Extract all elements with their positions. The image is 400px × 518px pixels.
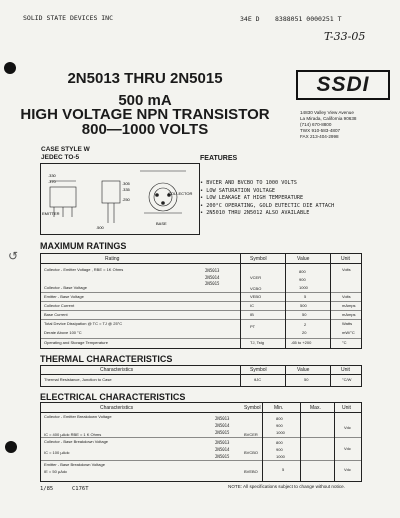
thermal-value: 50 xyxy=(304,377,309,382)
rating-value: -65 to +200 xyxy=(291,340,312,345)
electrical-condition: IC = 100 μAdc xyxy=(44,450,70,455)
thermal-symbol: θJC xyxy=(254,377,262,382)
company-name: SOLID STATE DEVICES INC xyxy=(23,14,114,22)
part-list: 2N5013 2N5014 2N5015 xyxy=(205,268,220,286)
company-address: 14830 Valley View Avenue La Mirada, California 90638 (714) 670-8800 TWX 910-583-4807 FAX 213-404-2998 xyxy=(300,110,357,139)
col-header-value: Value xyxy=(297,367,310,373)
col-header-max: Max. xyxy=(310,405,321,411)
feature-item: • BVCER AND BVCBO TO 1000 VOLTS xyxy=(200,180,297,186)
col-header-characteristics: Characteristics xyxy=(100,405,134,411)
rating-unit: Volts xyxy=(342,294,351,299)
rating-unit: Volts xyxy=(342,267,351,272)
table-rule xyxy=(300,402,301,482)
col-header-symbol: Symbol xyxy=(250,256,267,262)
rating-value: 50 xyxy=(302,312,307,317)
feature-item: • 2N5010 THRU 2N5012 ALSO AVAILABLE xyxy=(200,210,310,217)
table-rule xyxy=(40,292,362,293)
col-header-value: Value xyxy=(297,256,310,262)
col-header-unit: Unit xyxy=(342,405,351,411)
electrical-heading: ELECTRICAL CHARACTERISTICS xyxy=(40,392,186,402)
col-header-unit: Unit xyxy=(341,367,350,373)
rating-name: Collector Current xyxy=(44,303,75,308)
thermal-heading: THERMAL CHARACTERISTICS xyxy=(40,354,173,364)
pin-label-collector: COLLECTOR xyxy=(168,191,193,196)
rating-name: Total Device Dissipation @ TC = TJ @ 25°C xyxy=(44,321,123,326)
rating-unit: Watts xyxy=(342,321,353,326)
company-logo: SSDI xyxy=(296,70,390,100)
electrical-condition: IE = 50 μAdc xyxy=(44,469,68,474)
footer-note: NOTE: All specifications subject to change without notice. xyxy=(228,484,345,489)
pin-label-base: BASE xyxy=(156,221,167,226)
table-rule xyxy=(40,437,362,438)
features-heading: FEATURES xyxy=(200,155,238,162)
doc-number: 8388051 0000251 T xyxy=(275,15,342,23)
part-range-title: 2N5013 THRU 2N5015 xyxy=(67,70,223,87)
margin-mark: ↺ xyxy=(8,249,19,263)
voltage-title: 800—1000 VOLTS xyxy=(81,121,209,138)
max-ratings-heading: MAXIMUM RATINGS xyxy=(40,241,127,251)
table-rule xyxy=(285,365,286,387)
table-rule xyxy=(40,460,362,461)
electrical-name: Collector - Emitter Breakdown Voltage xyxy=(44,414,112,419)
dim-label: .500 xyxy=(96,225,104,230)
electrical-name: Collector - Base Breakdown Voltage xyxy=(44,439,109,444)
jedec-label: JEDEC TO-5 xyxy=(41,154,80,161)
electrical-name: Emitter - Base Breakdown Voltage xyxy=(44,462,105,467)
rating-name: Collector - Base Voltage xyxy=(44,285,87,290)
rating-name: Base Current xyxy=(44,312,68,317)
col-header-min: Min. xyxy=(274,405,284,411)
col-header-characteristics: Characteristics xyxy=(100,367,134,373)
col-header-rating: Rating xyxy=(105,256,120,262)
feature-item: • 200°C OPERATING, GOLD EUTECTIC DIE ATTACH xyxy=(200,202,335,209)
rating-symbol: VEBO xyxy=(250,294,262,299)
table-rule xyxy=(334,402,335,482)
rating-name: Collector - Emitter Voltage , RBE = 1K Ohms xyxy=(44,267,124,272)
handwritten-ref: T-33-05 xyxy=(324,30,366,43)
rating-symbol: PT xyxy=(250,324,256,329)
punch-hole xyxy=(5,441,17,453)
electrical-unit: Vdc xyxy=(344,446,351,451)
rating-name: Derate Above 100 °C xyxy=(44,330,82,335)
rating-symbol: VCER xyxy=(250,275,262,280)
dim-label: .335 xyxy=(122,187,130,192)
rating-symbol: VCBO xyxy=(250,286,262,291)
electrical-symbol: BVCER xyxy=(244,432,258,437)
col-header-symbol: Symbol xyxy=(250,367,267,373)
table-rule xyxy=(262,402,263,482)
features-list xyxy=(200,180,334,218)
table-rule xyxy=(40,263,362,264)
device-title: HIGH VOLTAGE NPN TRANSISTOR xyxy=(20,106,270,123)
footer-code: C176T xyxy=(72,486,89,492)
rating-values: 800 900 1000 xyxy=(299,269,308,290)
thermal-unit: °C/W xyxy=(342,377,352,382)
rating-symbol: IC xyxy=(250,303,254,308)
rating-value: 20 xyxy=(302,330,307,335)
table-rule xyxy=(330,365,331,387)
thermal-table xyxy=(40,365,362,387)
col-header-unit: Unit xyxy=(341,256,350,262)
electrical-symbol: BVCBO xyxy=(244,450,259,455)
header-code: 34E D xyxy=(240,15,260,23)
rating-name: Emitter - Base Voltage xyxy=(44,294,84,299)
rating-value: 500 xyxy=(300,303,307,308)
thermal-name: Thermal Resistance, Junction to Case xyxy=(44,377,112,382)
rating-name: Operating and Storage Temperature xyxy=(44,340,108,345)
footer-date: 1/85 xyxy=(40,486,54,492)
rating-unit: mW/°C xyxy=(342,330,355,335)
rating-unit: °C xyxy=(342,340,347,345)
rating-unit: mAmps xyxy=(342,312,356,317)
part-list: 2N5013 2N5014 2N5015 xyxy=(215,416,230,435)
table-rule xyxy=(40,374,362,375)
electrical-unit: Vdc xyxy=(344,467,351,472)
dim-label: .250 xyxy=(122,197,130,202)
rating-unit: mAmps xyxy=(342,303,356,308)
electrical-symbol: BVEBO xyxy=(244,469,258,474)
rating-symbol: IB xyxy=(250,312,254,317)
case-style: CASE STYLE W xyxy=(41,146,90,153)
dim-label: .370 xyxy=(48,179,56,184)
feature-item: • LOW LEAKAGE AT HIGH TEMPERATURE xyxy=(200,195,304,202)
table-rule xyxy=(40,412,362,413)
rating-value: 5 xyxy=(304,294,307,299)
current-rating-title: 500 mA xyxy=(118,92,172,109)
table-rule xyxy=(240,365,241,387)
dim-label: .330 xyxy=(48,173,56,178)
electrical-min-values: 800 900 1000 xyxy=(276,416,285,435)
col-header-symbol: Symbol xyxy=(244,405,261,411)
electrical-min: 5 xyxy=(282,467,285,472)
rating-symbol: TJ, Tstg xyxy=(250,340,264,345)
table-rule xyxy=(40,319,362,320)
package-outline-diagram xyxy=(40,163,200,235)
table-rule xyxy=(40,338,362,339)
part-list: 2N5013 2N5014 2N5015 xyxy=(215,440,230,459)
table-rule xyxy=(40,310,362,311)
feature-item: • LOW SATURATION VOLTAGE xyxy=(200,187,275,194)
electrical-unit: Vdc xyxy=(344,425,351,430)
electrical-min-values: 800 900 1000 xyxy=(276,440,285,459)
table-rule xyxy=(40,301,362,302)
electrical-condition: IC = 400 μAdc RBE = 1 K Ohms xyxy=(44,432,102,437)
rating-value: 2 xyxy=(304,322,307,327)
dim-label: .305 xyxy=(122,181,130,186)
pin-label-emitter: EMITTER xyxy=(42,211,60,216)
